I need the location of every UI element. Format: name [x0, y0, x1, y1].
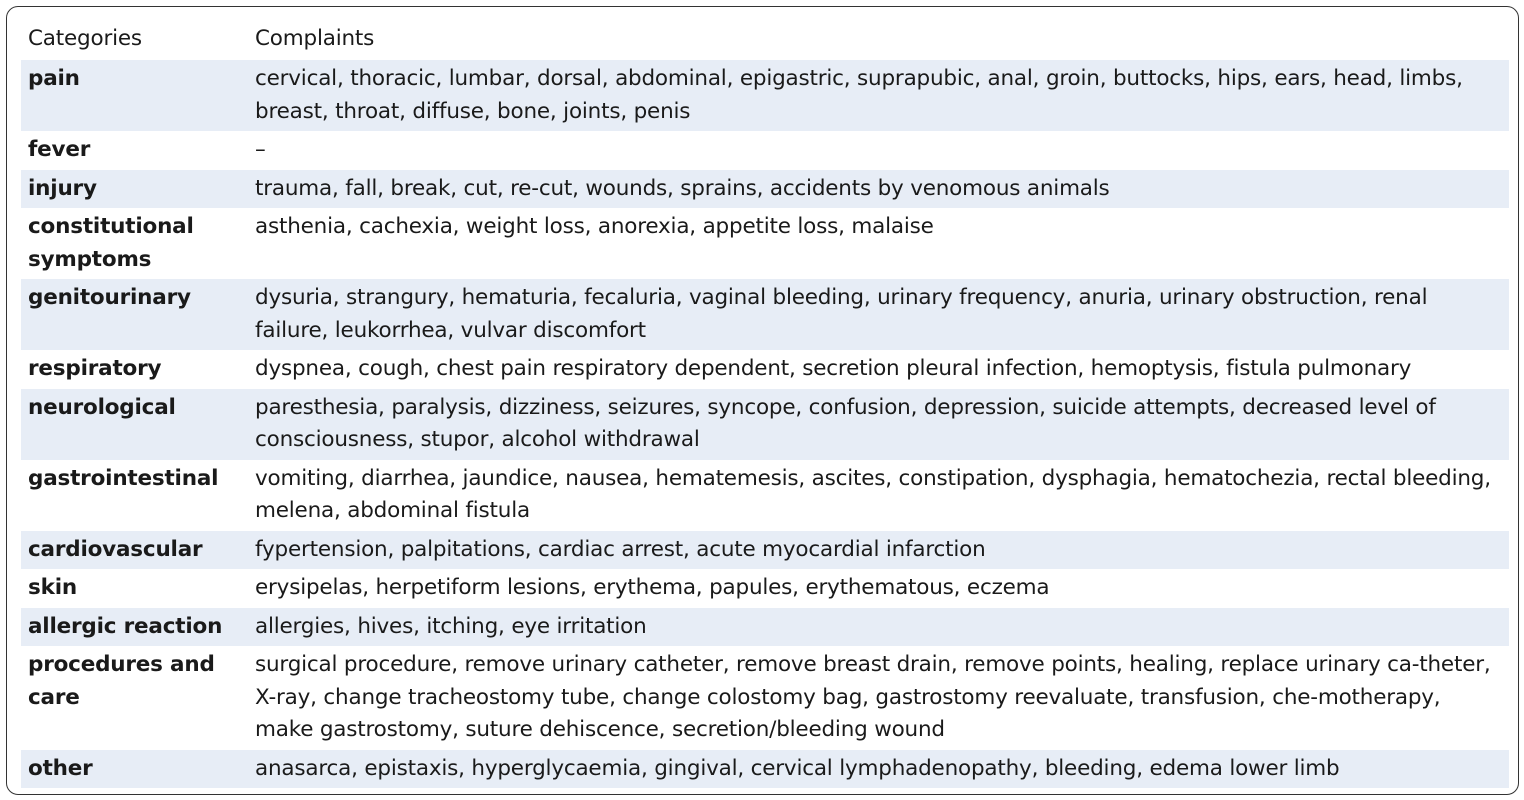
category-cell: injury	[21, 170, 248, 209]
table-row	[21, 389, 1509, 460]
category-cell: fever	[28, 137, 91, 162]
table-header-row	[21, 20, 1509, 60]
table-row	[21, 460, 1509, 531]
complaints-cell: vomiting, diarrhea, jaundice, nausea, hematemesis, ascites, constipation, dysphagia, hematochezia, rectal bleeding, melena, abdominal fistula	[255, 465, 1491, 523]
table-row	[21, 170, 1509, 209]
complaints-cell: erysipelas, herpetiform lesions, erythema, papules, erythematous, eczema	[255, 575, 1050, 600]
complaints-cell: fypertension, palpitations, cardiac arrest, acute myocardial infarction	[248, 531, 1509, 570]
table-row	[21, 569, 1509, 608]
column-header-complaints: Complaints	[255, 26, 375, 51]
complaints-cell: –	[255, 137, 266, 162]
table-row	[21, 750, 1509, 789]
category-cell: constitutional symptoms	[28, 214, 194, 272]
category-cell: genitourinary	[21, 279, 248, 350]
complaints-cell: dyspnea, cough, chest pain respiratory dependent, secretion pleural infection, hemoptysis, fistula pulmonary	[255, 356, 1412, 381]
table-row	[21, 350, 1509, 389]
complaints-cell: surgical procedure, remove urinary catheter, remove breast drain, remove points, healing, replace urinary ca-theter, X-ray, change tracheostomy tube, change colostomy bag, gastrostomy reevaluate, transfusion, che-motherapy, make gastrostomy, suture dehiscence, secretion/bleeding wound	[255, 652, 1491, 742]
complaints-table	[21, 20, 1509, 788]
complaints-cell: anasarca, epistaxis, hyperglycaemia, gingival, cervical lymphadenopathy, bleeding, edema lower limb	[248, 750, 1509, 789]
column-header-categories: Categories	[28, 26, 142, 51]
table-row	[21, 131, 1509, 170]
table-row	[21, 208, 1509, 279]
complaints-cell: cervical, thoracic, lumbar, dorsal, abdominal, epigastric, suprapubic, anal, groin, buttocks, hips, ears, head, limbs, breast, throat, diffuse, bone, joints, penis	[248, 60, 1509, 131]
complaints-cell: asthenia, cachexia, weight loss, anorexia, appetite loss, malaise	[255, 214, 934, 239]
complaints-cell: trauma, fall, break, cut, re-cut, wounds, sprains, accidents by venomous animals	[248, 170, 1509, 209]
complaints-cell: paresthesia, paralysis, dizziness, seizures, syncope, confusion, depression, suicide attempts, decreased level of consciousness, stupor, alcohol withdrawal	[248, 389, 1509, 460]
table-row	[21, 279, 1509, 350]
table-row	[21, 531, 1509, 570]
table-row	[21, 608, 1509, 647]
table-row	[21, 646, 1509, 750]
category-cell: cardiovascular	[21, 531, 248, 570]
category-cell: other	[21, 750, 248, 789]
category-cell: pain	[21, 60, 248, 131]
category-cell: neurological	[21, 389, 248, 460]
category-cell: skin	[28, 575, 77, 600]
complaints-cell: allergies, hives, itching, eye irritation	[248, 608, 1509, 647]
complaints-cell: dysuria, strangury, hematuria, fecaluria, vaginal bleeding, urinary frequency, anuria, urinary obstruction, renal failure, leukorrhea, vulvar discomfort	[248, 279, 1509, 350]
category-cell: gastrointestinal	[28, 465, 219, 491]
category-cell: allergic reaction	[21, 608, 248, 647]
category-cell: respiratory	[28, 356, 162, 381]
category-cell: procedures and care	[28, 652, 215, 710]
table-row	[21, 60, 1509, 131]
table-frame	[6, 6, 1519, 795]
